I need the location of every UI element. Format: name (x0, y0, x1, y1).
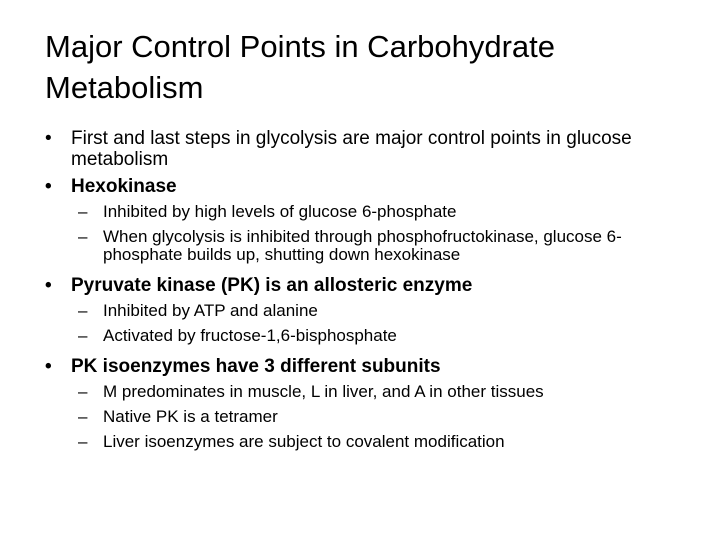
sub-list (45, 302, 695, 345)
bullet-item (45, 275, 695, 296)
sub-bullet-item (45, 302, 695, 320)
sub-bullet-item (45, 327, 695, 345)
sub-bullet-item (45, 228, 695, 264)
bullet-text: Hexokinase (71, 176, 177, 197)
slide-content (45, 128, 695, 458)
sub-bullet-text: Activated by fructose-1,6-bisphosphate (103, 326, 397, 345)
bullet-text: First and last steps in glycolysis are major control points in glucose metabolism (71, 128, 632, 170)
dash-icon: – (78, 202, 88, 221)
dash-icon: – (78, 407, 88, 426)
sub-bullet-item (45, 383, 695, 401)
sub-bullet-text: When glycolysis is inhibited through phosphofructokinase, glucose 6-phosphate builds up, shutting down hexokinase (103, 227, 622, 264)
bullet-item (45, 128, 695, 170)
dash-icon: – (78, 227, 88, 246)
bullet-icon: • (45, 275, 52, 296)
dash-icon: – (78, 326, 88, 345)
sub-bullet-text: Inhibited by high levels of glucose 6-phosphate (103, 202, 457, 221)
sub-bullet-text: Inhibited by ATP and alanine (103, 301, 318, 320)
bullet-icon: • (45, 356, 52, 377)
sub-bullet-item (45, 433, 695, 451)
bullet-item (45, 176, 695, 197)
sub-bullet-text: Liver isoenzymes are subject to covalent modification (103, 432, 505, 451)
dash-icon: – (78, 432, 88, 451)
bullet-text: Pyruvate kinase (PK) is an allosteric enzyme (71, 275, 473, 296)
sub-list (45, 383, 695, 451)
sub-bullet-text: Native PK is a tetramer (103, 407, 278, 426)
sub-bullet-item (45, 408, 695, 426)
slide-title: Major Control Points in Carbohydrate Metabolism (45, 29, 556, 105)
sub-bullet-text: M predominates in muscle, L in liver, and A in other tissues (103, 382, 544, 401)
bullet-icon: • (45, 128, 52, 149)
sub-bullet-item (45, 203, 695, 221)
dash-icon: – (78, 382, 88, 401)
dash-icon: – (78, 301, 88, 320)
bullet-icon: • (45, 176, 52, 197)
bullet-text: PK isoenzymes have 3 different subunits (71, 356, 441, 377)
bullet-item (45, 356, 695, 377)
sub-list (45, 203, 695, 264)
